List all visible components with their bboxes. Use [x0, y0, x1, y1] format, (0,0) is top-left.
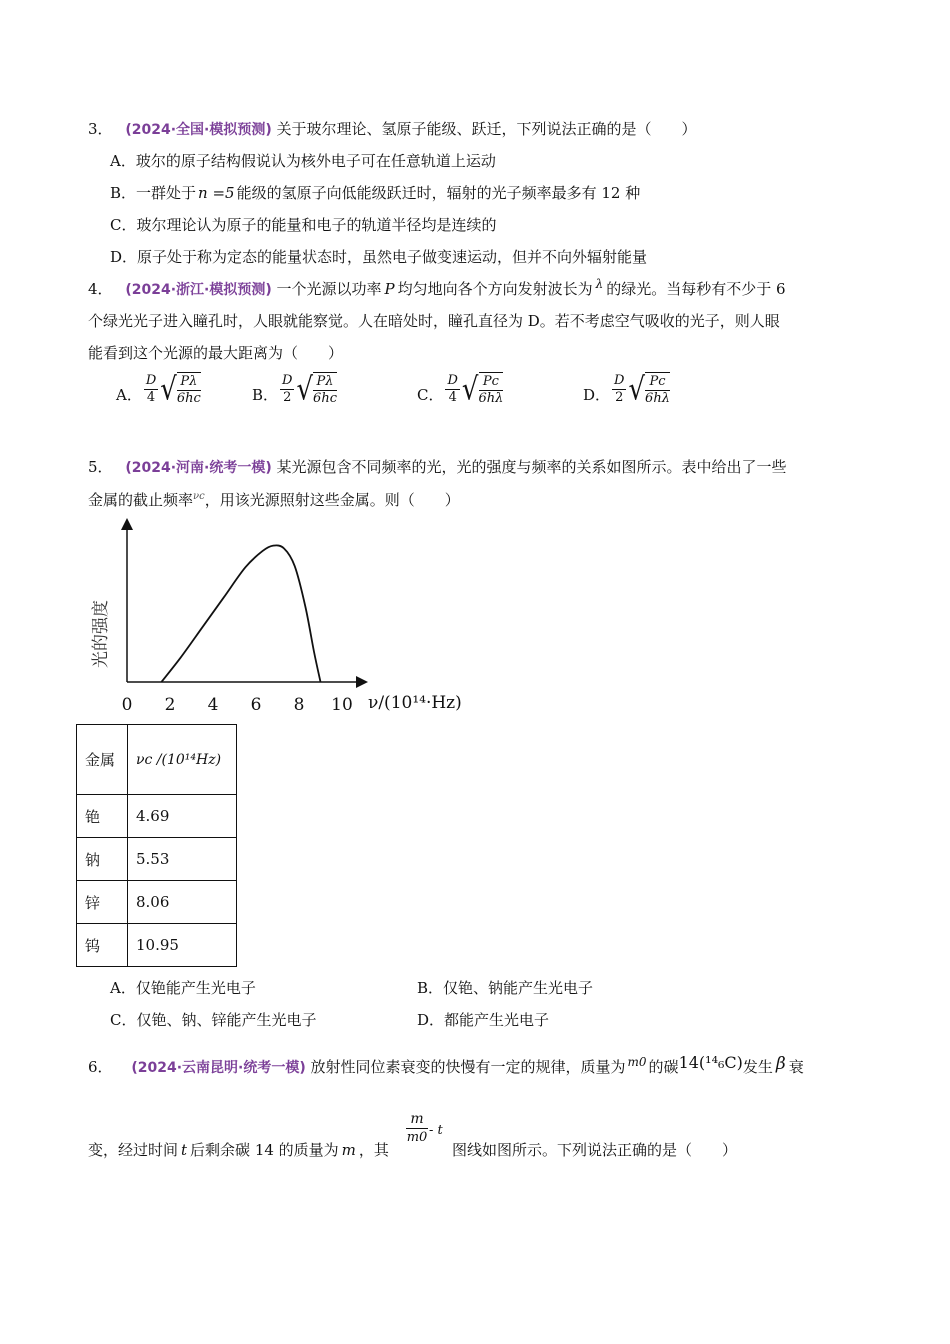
- q5-nu-c: νc: [193, 491, 205, 502]
- q6-number: 6．: [88, 1058, 113, 1076]
- x-tick-label: 8: [293, 695, 305, 715]
- sqrt-icon: √ $\frac{P\lambda}{6hc}$: [160, 371, 201, 408]
- x-tick-label: 10: [331, 695, 353, 715]
- metal-freq: 8.06: [128, 881, 237, 924]
- metal-freq: 4.69: [128, 795, 237, 838]
- q3-option-a: [110, 150, 496, 171]
- q5-option-d: [417, 1009, 549, 1030]
- option-letter: A．: [110, 152, 136, 170]
- sqrt-icon: √ $\frac{P\lambda}{6hc}$: [296, 371, 337, 408]
- q6-line2: [88, 1139, 389, 1160]
- metal-freq: 5.53: [128, 838, 237, 881]
- metal-table: [76, 724, 237, 967]
- q3-line: [88, 118, 697, 139]
- q5-number: 5．: [88, 458, 113, 476]
- q6-line2-tail: 图线如图所示。下列说法正确的是（ ）: [452, 1141, 738, 1159]
- q3-option-d: [110, 246, 647, 267]
- q6-line1: [88, 1053, 804, 1077]
- intensity-curve: [161, 545, 320, 682]
- option-letter: D．: [110, 248, 138, 266]
- sqrt-icon: √ $\frac{Pc}{6h\lambda}$: [461, 371, 504, 408]
- q4-option-a: [116, 372, 201, 407]
- option-text: 一群处于: [136, 184, 197, 202]
- coef-fraction: $\frac{D}{4}$: [145, 373, 157, 405]
- metal-name: 钠: [77, 838, 128, 881]
- q5-text: 某光源包含不同频率的光，光的强度与频率的关系如图所示。表中给出了一些: [276, 458, 787, 476]
- option-text: 仅铯能产生光电子: [135, 979, 256, 997]
- option-letter: B．: [417, 979, 444, 997]
- q4-text: 的绿光。当每秒有不少于 6: [606, 280, 786, 298]
- q6-beta: β: [775, 1054, 786, 1074]
- q5-option-c: [110, 1009, 317, 1030]
- option-math: n =5: [198, 184, 235, 202]
- table-row: [77, 924, 237, 967]
- option-letter: C．: [417, 386, 444, 404]
- frac-denominator: m0: [406, 1130, 428, 1145]
- option-letter: C．: [110, 1011, 137, 1029]
- q4-var-lambda: λ: [595, 277, 604, 291]
- metal-name: 钨: [77, 924, 128, 967]
- q4-option-b: [252, 372, 337, 407]
- q6-text: ，其: [358, 1141, 389, 1159]
- q4-option-d: [583, 372, 670, 407]
- option-text: 仅铯、钠能产生光电子: [443, 979, 594, 997]
- metal-name: 锌: [77, 881, 128, 924]
- x-tick-label: 2: [164, 695, 176, 715]
- q4-var-p: P: [384, 280, 395, 298]
- q3-number: 3．: [88, 120, 113, 138]
- option-letter: D．: [583, 386, 611, 404]
- q5-text: 金属的截止频率: [88, 491, 194, 509]
- intensity-frequency-chart: [80, 516, 480, 722]
- q5-option-b: [417, 977, 593, 998]
- q5-line1: [88, 456, 787, 477]
- y-axis-label: 光的强度: [91, 600, 111, 668]
- coef-fraction: $\frac{D}{4}$: [447, 373, 458, 405]
- q3-stem: 关于玻尔理论、氢原子能级、跃迁，下列说法正确的是（ ）: [276, 120, 697, 138]
- q6-text: 衰: [788, 1058, 804, 1076]
- q6-var-t: t: [181, 1141, 188, 1159]
- q6-dash-t: - t: [429, 1123, 443, 1138]
- q6-carbon14: 14(¹⁴₆C): [678, 1053, 743, 1072]
- x-axis-label: ν/(10¹⁴·Hz): [368, 693, 462, 713]
- option-text: 能级的氢原子向低能级跃迁时，辐射的光子频率最多有 12 种: [236, 184, 641, 202]
- q4-text: 一个光源以功率: [276, 280, 382, 298]
- q4-number: 4．: [88, 280, 113, 298]
- q6-text: 变，经过时间: [88, 1141, 179, 1159]
- q5-option-a: [110, 977, 256, 998]
- q6-source: (2024·云南昆明·统考一模): [131, 1060, 306, 1076]
- option-text: 仅铯、钠、锌能产生光电子: [136, 1011, 317, 1029]
- header-freq: νc /(10¹⁴Hz): [128, 725, 237, 795]
- x-tick-label: 6: [250, 695, 262, 715]
- q4-option-c: [417, 372, 503, 407]
- q6-var-m: m: [341, 1141, 356, 1159]
- metal-freq: 10.95: [128, 924, 237, 967]
- x-tick-label: 0: [121, 695, 133, 715]
- q4-line2: 个绿光光子进入瞳孔时，人眼就能察觉。人在暗处时，瞳孔直径为 D。若不考虑空气吸收的光子，则人眼: [88, 312, 780, 330]
- q3-option-c: [110, 214, 497, 235]
- q3-option-b: [110, 182, 640, 203]
- q6-text: 放射性同位素衰变的快慢有一定的规律，质量为: [310, 1058, 626, 1076]
- metal-name: 铯: [77, 795, 128, 838]
- coef-fraction: $\frac{D}{2}$: [614, 373, 625, 405]
- option-letter: C．: [110, 216, 137, 234]
- q6-text: 后剩余碳 14 的质量为: [190, 1141, 339, 1159]
- x-tick-label: 4: [207, 695, 219, 715]
- option-text: 原子处于称为定态的能量状态时，虽然电子做变速运动，但并不向外辐射能量: [137, 248, 648, 266]
- frac-numerator: m: [406, 1110, 428, 1129]
- header-metal: 金属: [77, 725, 128, 795]
- table-row: [77, 795, 237, 838]
- q6-text: 发生: [742, 1058, 773, 1076]
- option-text: 玻尔理论认为原子的能量和电子的轨道半径均是连续的: [136, 216, 497, 234]
- q5-line2: [88, 489, 460, 510]
- q6-m0: m0: [627, 1055, 647, 1069]
- coef-fraction: $\frac{D}{2}$: [282, 373, 293, 405]
- option-text: 都能产生光电子: [444, 1011, 550, 1029]
- option-letter: D．: [417, 1011, 445, 1029]
- q4-line3: 能看到这个光源的最大距离为（ ）: [88, 344, 344, 362]
- option-letter: A．: [110, 979, 136, 997]
- option-letter: B．: [110, 184, 137, 202]
- q6-fraction: [406, 1110, 428, 1147]
- q6-text: 的碳: [648, 1058, 679, 1076]
- option-text: 玻尔的原子结构假说认为核外电子可在任意轨道上运动: [135, 152, 496, 170]
- x-tick-labels: [122, 695, 353, 715]
- q4-text: 均匀地向各个方向发射波长为: [397, 280, 593, 298]
- sqrt-icon: √ $\frac{Pc}{6h\lambda}$: [628, 371, 670, 408]
- q5-text: ，用该光源照射这些金属。则（ ）: [204, 491, 460, 509]
- q4-source: (2024·浙江·模拟预测): [125, 282, 272, 298]
- table-row: [77, 838, 237, 881]
- option-letter: A．: [116, 386, 142, 404]
- option-letter: B．: [252, 386, 279, 404]
- q4-line1: [88, 277, 786, 299]
- q3-source: (2024·全国·模拟预测): [125, 122, 272, 138]
- q5-source: (2024·河南·统考一模): [125, 460, 272, 476]
- table-row: [77, 881, 237, 924]
